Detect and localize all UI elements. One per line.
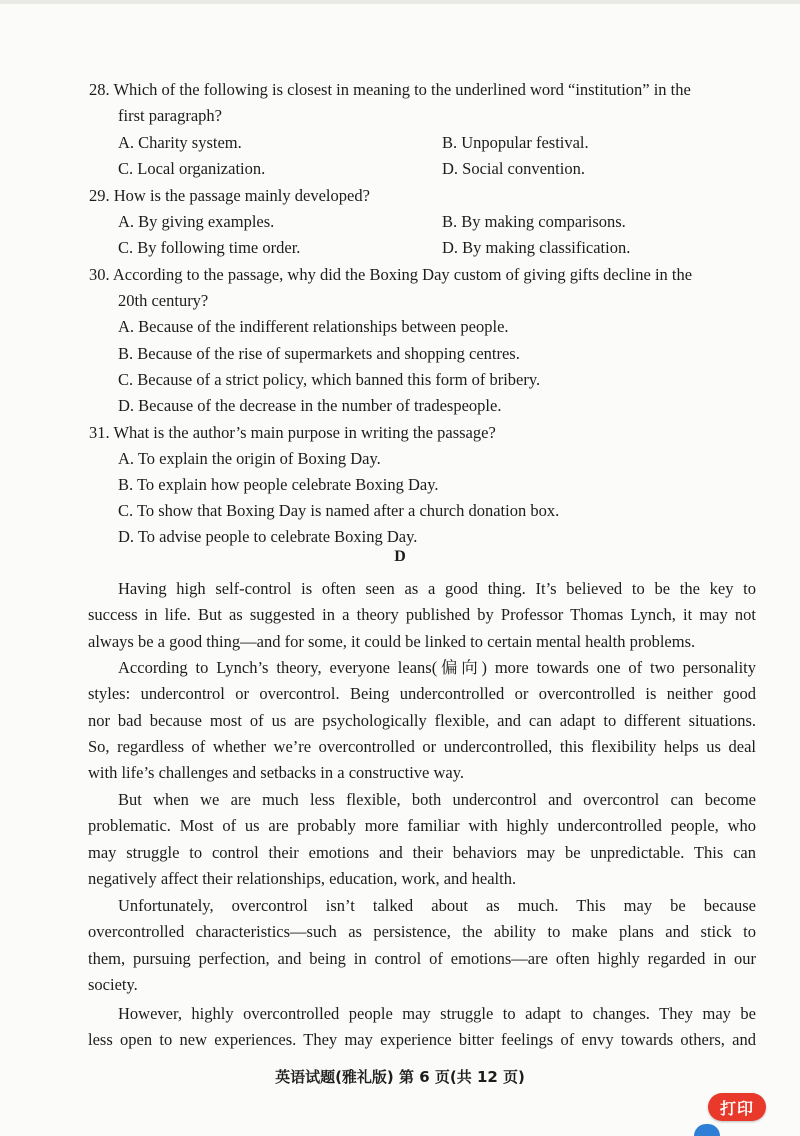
question-30-option-b: B. Because of the rise of supermarkets and shopping centres. — [118, 344, 520, 363]
paragraph-line: problematic. Most of us are probably more familiar with highly undercontrolled people, who — [88, 816, 756, 836]
question-31-option-d: D. To advise people to celebrate Boxing Day. — [118, 527, 418, 546]
question-30-option-d: D. Because of the decrease in the number of tradespeople. — [118, 396, 502, 415]
paragraph-line: always be a good thing—and for some, it could be linked to certain mental health problems. — [88, 631, 696, 651]
passage-paragraph-5 — [88, 1001, 756, 1054]
paragraph-line: with life’s challenges and setbacks in a constructive way. — [88, 763, 465, 783]
question-30-option-c: C. Because of a strict policy, which banned this form of bribery. — [118, 370, 541, 389]
question-30-stem: 30. According to the passage, why did the Boxing Day custom of giving gifts decline in the — [89, 265, 693, 284]
question-29-stem: 29. How is the passage mainly developed? — [89, 186, 370, 205]
paragraph-line: However, highly overcontrolled people may struggle to adapt to changes. They may be — [118, 1004, 756, 1023]
question-29-option-d: D. By making classification. — [442, 238, 631, 257]
page-top-edge — [0, 0, 800, 4]
floating-action-icon[interactable] — [694, 1124, 720, 1136]
question-31-option-b: B. To explain how people celebrate Boxing Day. — [118, 475, 439, 494]
passage-paragraph-1 — [88, 576, 756, 655]
question-29-option-c: C. By following time order. — [118, 238, 301, 257]
section-d-heading: D — [394, 548, 406, 565]
question-31-option-c: C. To show that Boxing Day is named after a church donation box. — [118, 501, 560, 520]
question-28-option-a: A. Charity system. — [118, 133, 242, 152]
paragraph-line: nor bad because most of us are psychologically flexible, and can adapt to different situations. — [88, 710, 756, 730]
question-30-option-a: A. Because of the indifferent relationships between people. — [118, 317, 509, 336]
paragraph-line: But when we are much less flexible, both undercontrol and overcontrol can become — [118, 790, 756, 809]
passage-paragraph-4 — [88, 893, 756, 998]
passage-paragraph-3 — [88, 787, 756, 892]
print-button[interactable]: 打印 — [708, 1093, 766, 1121]
question-28-stem-cont: first paragraph? — [118, 106, 222, 125]
paragraph-line: Unfortunately, overcontrol isn’t talked about as much. This may be because — [118, 896, 756, 915]
question-29-option-b: B. By making comparisons. — [442, 212, 626, 231]
passage-paragraph-2 — [88, 655, 756, 786]
question-28-option-d: D. Social convention. — [442, 159, 585, 178]
paragraph-line: According to Lynch’s theory, everyone leans(偏向) more towards one of two personality — [118, 658, 756, 677]
paragraph-line: Having high self-control is often seen as a good thing. It’s believed to be the key to — [118, 579, 756, 598]
paragraph-line: overcontrolled characteristics—such as persistence, the ability to make plans and stick to — [88, 922, 756, 942]
question-31-option-a: A. To explain the origin of Boxing Day. — [118, 449, 381, 468]
paragraph-line: negatively affect their relationships, education, work, and health. — [88, 868, 517, 888]
paragraph-line: success in life. But as suggested in a theory published by Professor Thomas Lynch, it may not — [88, 605, 756, 625]
paragraph-line: styles: undercontrol or overcontrol. Being undercontrolled or overcontrolled is neither good — [88, 684, 756, 704]
paragraph-line: them, pursuing perfection, and being in control of emotions—are often highly regarded in our — [88, 948, 756, 968]
page-footer: 英语试题(雅礼版) 第 6 页(共 12 页) — [275, 1068, 525, 1086]
paragraph-line: may struggle to control their emotions and their behaviors may be unpredictable. This can — [88, 842, 756, 862]
question-28-stem: 28. Which of the following is closest in meaning to the underlined word “institution” in the — [89, 80, 691, 99]
question-30-stem-cont: 20th century? — [118, 291, 209, 310]
question-31-stem: 31. What is the author’s main purpose in writing the passage? — [89, 423, 496, 442]
paragraph-line: So, regardless of whether we’re overcontrolled or undercontrolled, this flexibility helps us deal — [88, 736, 756, 756]
paragraph-line: less open to new experiences. They may experience bitter feelings of envy towards others, and — [88, 1030, 756, 1050]
question-29-option-a: A. By giving examples. — [118, 212, 275, 231]
question-28-option-b: B. Unpopular festival. — [442, 133, 589, 152]
question-28-option-c: C. Local organization. — [118, 159, 266, 178]
paragraph-line: society. — [88, 974, 138, 994]
